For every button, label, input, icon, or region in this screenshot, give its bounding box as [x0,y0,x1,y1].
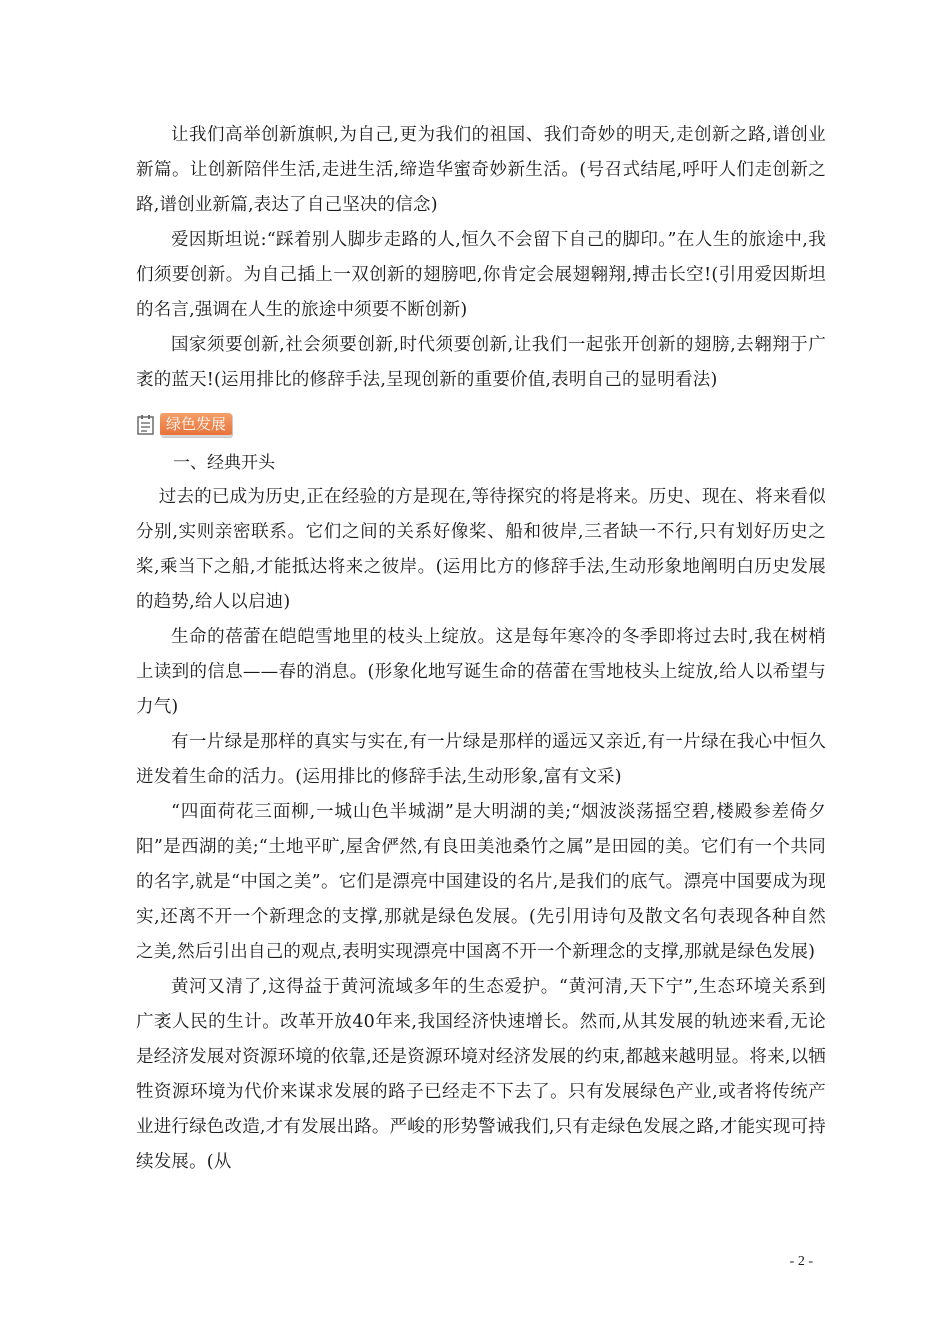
section-header [136,410,826,440]
paragraph-history-metaphor: 过去的已成为历史,正在经验的方是现在,等待探究的将是将来。历史、现在、将来看似分别,实则亲密联系。它们之间的关系好像桨、船和彼岸,三者缺一不行,只有划好历史之桨,乘当下之船,才能抵达将来之彼岸。(运用比方的修辞手法,生动形象地阐明白历史发展的趋势,给人以启迪) [136,487,826,612]
paragraph-bud-in-snow: 生命的蓓蕾在皑皑雪地里的枝头上绽放。这是每年寒冷的冬季即将过去时,我在树梢上读到的信息——春的消息。(形象化地写诞生命的蓓蕾在雪地枝头上绽放,给人以希望与力气) [136,627,826,717]
document-icon [136,414,156,436]
subheading-classic-opening: 一、经典开头 [173,453,275,473]
paragraph-innovation-parallelism: 国家须要创新,社会须要创新,时代须要创新,让我们一起张开创新的翅膀,去翱翔于广袤的蓝天!(运用排比的修辞手法,呈现创新的重要价值,表明自己的显明看法) [136,335,826,390]
section-badge-green-development: 绿色发展 [160,413,232,437]
document-body [136,118,826,1180]
page-number: - 2 - [789,1254,813,1269]
paragraph-china-beauty: “四面荷花三面柳,一城山色半城湖”是大明湖的美;“烟波淡荡摇空碧,楼殿参差倚夕阳”是西湖的美;“土地平旷,屋舍俨然,有良田美池桑竹之属”是田园的美。它们有一个共同的名字,就是“中国之美”。它们是漂亮中国建设的名片,是我们的底气。漂亮中国要成为现实,还离不开一个新理念的支撑,那就是绿色发展。(先引用诗句及散文名句表现各种自然之美,然后引出自己的观点,表明实现漂亮中国离不开一个新理念的支撑,那就是绿色发展) [136,802,826,962]
paragraph-yellow-river: 黄河又清了,这得益于黄河流域多年的生态爱护。“黄河清,天下宁”,生态环境关系到广袤人民的生计。改革开放40年来,我国经济快速增长。然而,从其发展的轨迹来看,无论是经济发展对资源环境的依靠,还是资源环境对经济发展的约束,都越来越明显。将来,以牺牲资源环境为代价来谋求发展的路子已经走不下去了。只有发展绿色产业,或者将传统产业进行绿色改造,才有发展出路。严峻的形势警诫我们,只有走绿色发展之路,才能实现可持续发展。(从 [136,977,826,1172]
paragraph-green-parallelism: 有一片绿是那样的真实与实在,有一片绿是那样的遥远又亲近,有一片绿在我心中恒久迸发着生命的活力。(运用排比的修辞手法,生动形象,富有文采) [136,732,826,787]
paragraph-einstein-quote: 爱因斯坦说:“踩着别人脚步走路的人,恒久不会留下自己的脚印。”在人生的旅途中,我们须要创新。为自己插上一双创新的翅膀吧,你肯定会展翅翱翔,搏击长空!(引用爱因斯坦的名言,强调在人生的旅途中须要不断创新) [136,230,826,320]
paragraph-innovation-ending: 让我们高举创新旗帜,为自己,更为我们的祖国、我们奇妙的明天,走创新之路,谱创业新篇。让创新陪伴生活,走进生活,缔造华蜜奇妙新生活。(号召式结尾,呼吁人们走创新之路,谱创业新篇,表达了自己坚决的信念) [136,125,826,215]
